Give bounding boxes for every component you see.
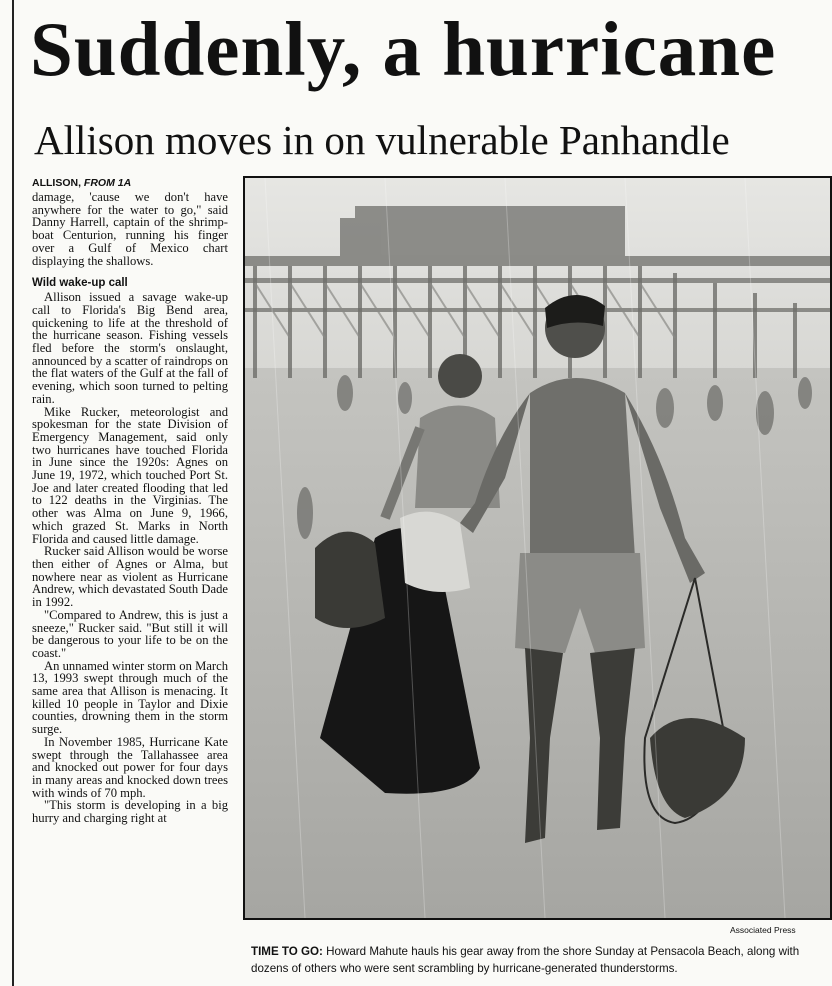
caption-text: Howard Mahute hauls his gear away from the shore Sunday at Pensacola Beach, along with dozens of others who were sent scrambling by hurricane-generated thunderstorms.: [251, 945, 800, 975]
paragraph: Rucker said Allison would be worse then either of Agnes or Alma, but nowhere near as violent as Hurricane Andrew, which devastated South Dade in 1992.: [32, 544, 228, 610]
paragraph: An unnamed winter storm on March 13, 1993 swept through much of the same area that Allison is menacing. It killed 10 people in Taylor and Dixie counties, drowning them in the storm surge.: [32, 658, 228, 737]
paragraph: "This storm is developing in a big hurry and charging right at: [32, 798, 228, 826]
paragraph: In November 1985, Hurricane Kate swept through the Tallahassee area and knocked out power for four days in many areas and knocked down trees with winds of 70 mph.: [32, 734, 228, 800]
section-subhead: Wild wake-up call: [32, 277, 128, 290]
jump-from: FROM 1A: [83, 177, 132, 189]
photo-credit: Associated Press: [730, 925, 796, 935]
article-column: [32, 176, 228, 986]
paragraph: "Compared to Andrew, this is just a sneeze," Rucker said. "But still it will be dangerous to your life to be on the coast.": [32, 607, 228, 660]
beach-scene-image: [245, 178, 830, 918]
paragraph: damage, 'cause we don't have anywhere for the water to go," said Danny Harrell, captain of the shrimp-boat Centurion, running his finger over a Gulf of Mexico chart displaying the shallows.: [32, 190, 228, 268]
jump-line: [32, 176, 228, 190]
paragraph: Mike Rucker, meteorologist and spokesman for the state Division of Emergency Management, said only two hurricanes have touched Florida in June since the 1920s: Agnes on June 19, 1972, which touched Port St. Joe and later created flooding that led to 122 deaths in the Virginias. The other was Alma on June 9, 1966, which grazed St. Marks in North Florida and caused little damage.: [32, 404, 228, 546]
headline: Suddenly, a hurricane: [30, 6, 777, 92]
column-rule: [12, 0, 14, 986]
caption-lead: TIME TO GO:: [251, 945, 323, 958]
paragraph: Allison issued a savage wake-up call to Florida's Big Bend area, quickening to life at the threshold of the hurricane season. Fishing vessels fled before the storm's onslaught, announced by a scatter of raindrops on the flat waters of the Gulf at the fall of evening, which soon turned to pelting rain.: [32, 290, 228, 406]
jump-name: ALLISON,: [32, 177, 81, 189]
news-photo: [243, 176, 832, 920]
photo-caption: [251, 944, 831, 977]
subheadline: Allison moves in on vulnerable Panhandle: [34, 117, 730, 163]
